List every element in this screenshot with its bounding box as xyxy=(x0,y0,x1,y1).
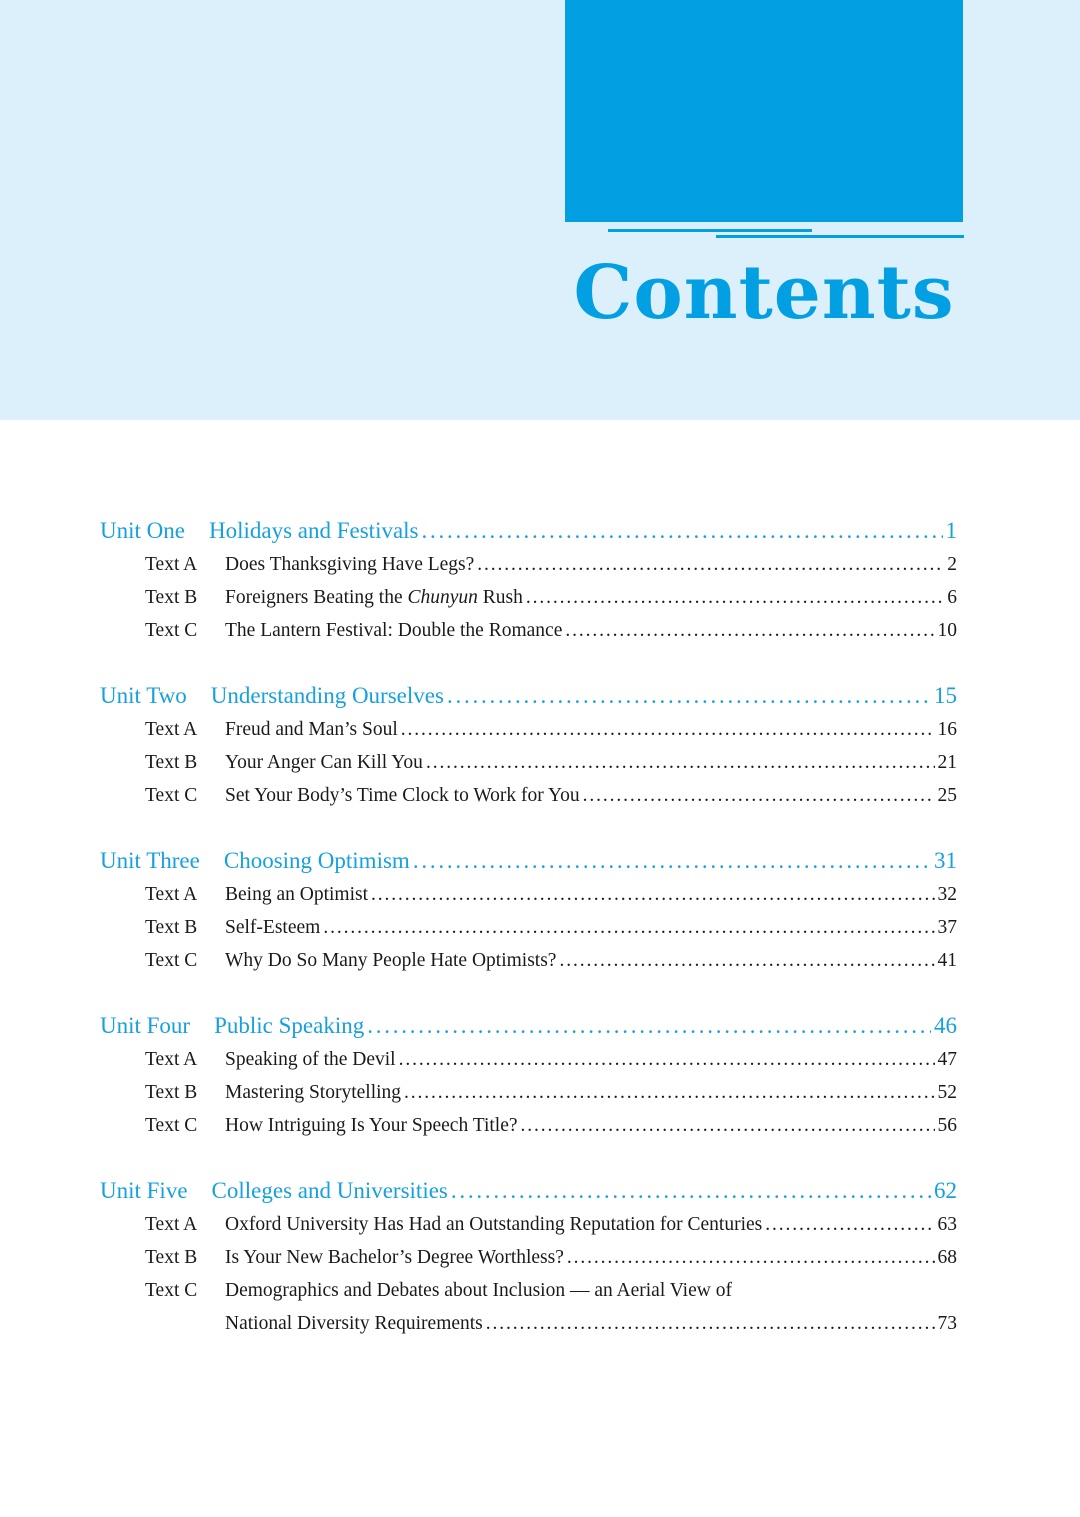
page-number: 62 xyxy=(934,1178,957,1203)
unit-three xyxy=(100,848,957,983)
text-entry-row[interactable] xyxy=(100,620,957,653)
text-entry-row[interactable] xyxy=(100,884,957,917)
unit-title: Choosing Optimism xyxy=(223,848,410,873)
dot-leader xyxy=(526,587,944,609)
table-of-contents xyxy=(100,518,957,1376)
text-entry-row[interactable] xyxy=(100,1247,957,1280)
unit-heading-row[interactable] xyxy=(100,1178,957,1214)
unit-label: Unit Two xyxy=(100,683,187,708)
text-label: Text A xyxy=(145,1214,198,1235)
text-label: Text C xyxy=(145,1115,198,1136)
text-title: Freud and Man’s Soul xyxy=(225,719,398,740)
text-title-line2: National Diversity Requirements xyxy=(225,1313,483,1334)
unit-heading-row[interactable] xyxy=(100,683,957,719)
unit-two xyxy=(100,683,957,818)
dot-leader xyxy=(521,1115,935,1137)
page-number: 63 xyxy=(937,1214,957,1235)
dot-leader xyxy=(426,752,935,774)
text-title: The Lantern Festival: Double the Romance xyxy=(225,620,563,641)
text-label: Text C xyxy=(145,785,198,806)
page-number: 31 xyxy=(934,848,957,873)
page-number: 1 xyxy=(945,518,957,543)
unit-heading-row[interactable] xyxy=(100,848,957,884)
text-title: Mastering Storytelling xyxy=(225,1082,402,1103)
dot-leader xyxy=(422,518,943,544)
unit-title: Colleges and Universities xyxy=(211,1178,448,1203)
text-title: Being an Optimist xyxy=(225,884,368,905)
text-title: How Intriguing Is Your Speech Title? xyxy=(225,1115,518,1136)
text-entry-row[interactable] xyxy=(100,752,957,785)
text-entry-row[interactable] xyxy=(100,1115,957,1148)
dot-leader xyxy=(486,1313,935,1335)
text-title: Speaking of the Devil xyxy=(225,1049,396,1070)
text-label: Text B xyxy=(145,752,198,773)
page-number: 32 xyxy=(937,884,957,905)
text-title-post: Rush xyxy=(477,587,523,608)
text-entry-row[interactable] xyxy=(100,554,957,587)
dot-leader xyxy=(447,683,931,709)
page-number: 46 xyxy=(934,1013,957,1038)
text-label: Text B xyxy=(145,1247,198,1268)
page-number: 68 xyxy=(937,1247,957,1268)
text-title xyxy=(225,587,523,609)
text-entry-row[interactable] xyxy=(100,950,957,983)
text-title: Does Thanksgiving Have Legs? xyxy=(225,554,475,575)
dot-leader xyxy=(765,1214,934,1236)
text-label: Text A xyxy=(145,884,198,905)
dot-leader xyxy=(404,1082,934,1104)
text-label: Text A xyxy=(145,1049,198,1070)
text-title: Is Your New Bachelor’s Degree Worthless? xyxy=(225,1247,564,1268)
dot-leader xyxy=(413,848,931,874)
page-title: Contents xyxy=(573,250,955,336)
dot-leader xyxy=(367,1013,931,1039)
page-number: 16 xyxy=(937,719,957,740)
text-title: Demographics and Debates about Inclusion — an Aerial View of xyxy=(225,1280,732,1301)
text-label: Text A xyxy=(145,719,198,740)
unit-title: Holidays and Festivals xyxy=(208,518,419,543)
text-title: Why Do So Many People Hate Optimists? xyxy=(225,950,557,971)
dot-leader xyxy=(401,719,935,741)
text-label: Text B xyxy=(145,587,198,608)
page-number: 47 xyxy=(937,1049,957,1070)
dot-leader xyxy=(565,620,934,642)
page-number: 73 xyxy=(937,1313,957,1334)
unit-title: Public Speaking xyxy=(214,1013,365,1038)
dot-leader xyxy=(559,950,934,972)
unit-label: Unit Four xyxy=(100,1013,191,1038)
unit-one xyxy=(100,518,957,653)
text-entry-row[interactable] xyxy=(100,587,957,620)
unit-label: Unit Three xyxy=(100,848,200,873)
text-title: Set Your Body’s Time Clock to Work for You xyxy=(225,785,580,806)
page-number: 52 xyxy=(937,1082,957,1103)
text-label: Text B xyxy=(145,1082,198,1103)
text-entry-row[interactable] xyxy=(100,1049,957,1082)
dot-leader xyxy=(323,917,934,939)
dot-leader xyxy=(477,554,944,576)
page-number: 10 xyxy=(937,620,957,641)
unit-label: Unit One xyxy=(100,518,185,543)
page-number: 21 xyxy=(937,752,957,773)
text-title: Oxford University Has Had an Outstanding Reputation for Centuries xyxy=(225,1214,763,1235)
text-entry-row[interactable] xyxy=(100,917,957,950)
dot-leader xyxy=(399,1049,935,1071)
text-entry-row-continued[interactable] xyxy=(100,1313,957,1346)
text-entry-row[interactable] xyxy=(100,1280,957,1313)
decorative-rule-lower xyxy=(716,235,964,238)
text-entry-row[interactable] xyxy=(100,1082,957,1115)
decorative-rule-upper xyxy=(608,229,812,232)
text-label: Text C xyxy=(145,950,198,971)
page-number: 2 xyxy=(947,554,957,575)
page-number: 56 xyxy=(937,1115,957,1136)
text-title-pre: Foreigners Beating the xyxy=(225,587,408,608)
dot-leader xyxy=(371,884,935,906)
dot-leader xyxy=(567,1247,935,1269)
text-label: Text B xyxy=(145,917,198,938)
page-number: 25 xyxy=(937,785,957,806)
text-entry-row[interactable] xyxy=(100,785,957,818)
text-title: Self-Esteem xyxy=(225,917,321,938)
text-entry-row[interactable] xyxy=(100,719,957,752)
unit-four xyxy=(100,1013,957,1148)
text-label: Text C xyxy=(145,620,198,641)
decorative-block xyxy=(565,0,963,222)
unit-five xyxy=(100,1178,957,1346)
page-number: 37 xyxy=(937,917,957,938)
dot-leader xyxy=(583,785,935,807)
page-number: 6 xyxy=(947,587,957,608)
unit-heading-row[interactable] xyxy=(100,1013,957,1049)
page-number: 15 xyxy=(934,683,957,708)
text-entry-row[interactable] xyxy=(100,1214,957,1247)
text-title-italic: Chunyun xyxy=(407,587,478,608)
unit-heading-row[interactable] xyxy=(100,518,957,554)
text-title: Your Anger Can Kill You xyxy=(225,752,423,773)
dot-leader xyxy=(451,1178,931,1204)
text-label: Text A xyxy=(145,554,198,575)
unit-title: Understanding Ourselves xyxy=(210,683,444,708)
text-label: Text C xyxy=(145,1280,198,1301)
page-number: 41 xyxy=(937,950,957,971)
unit-label: Unit Five xyxy=(100,1178,188,1203)
